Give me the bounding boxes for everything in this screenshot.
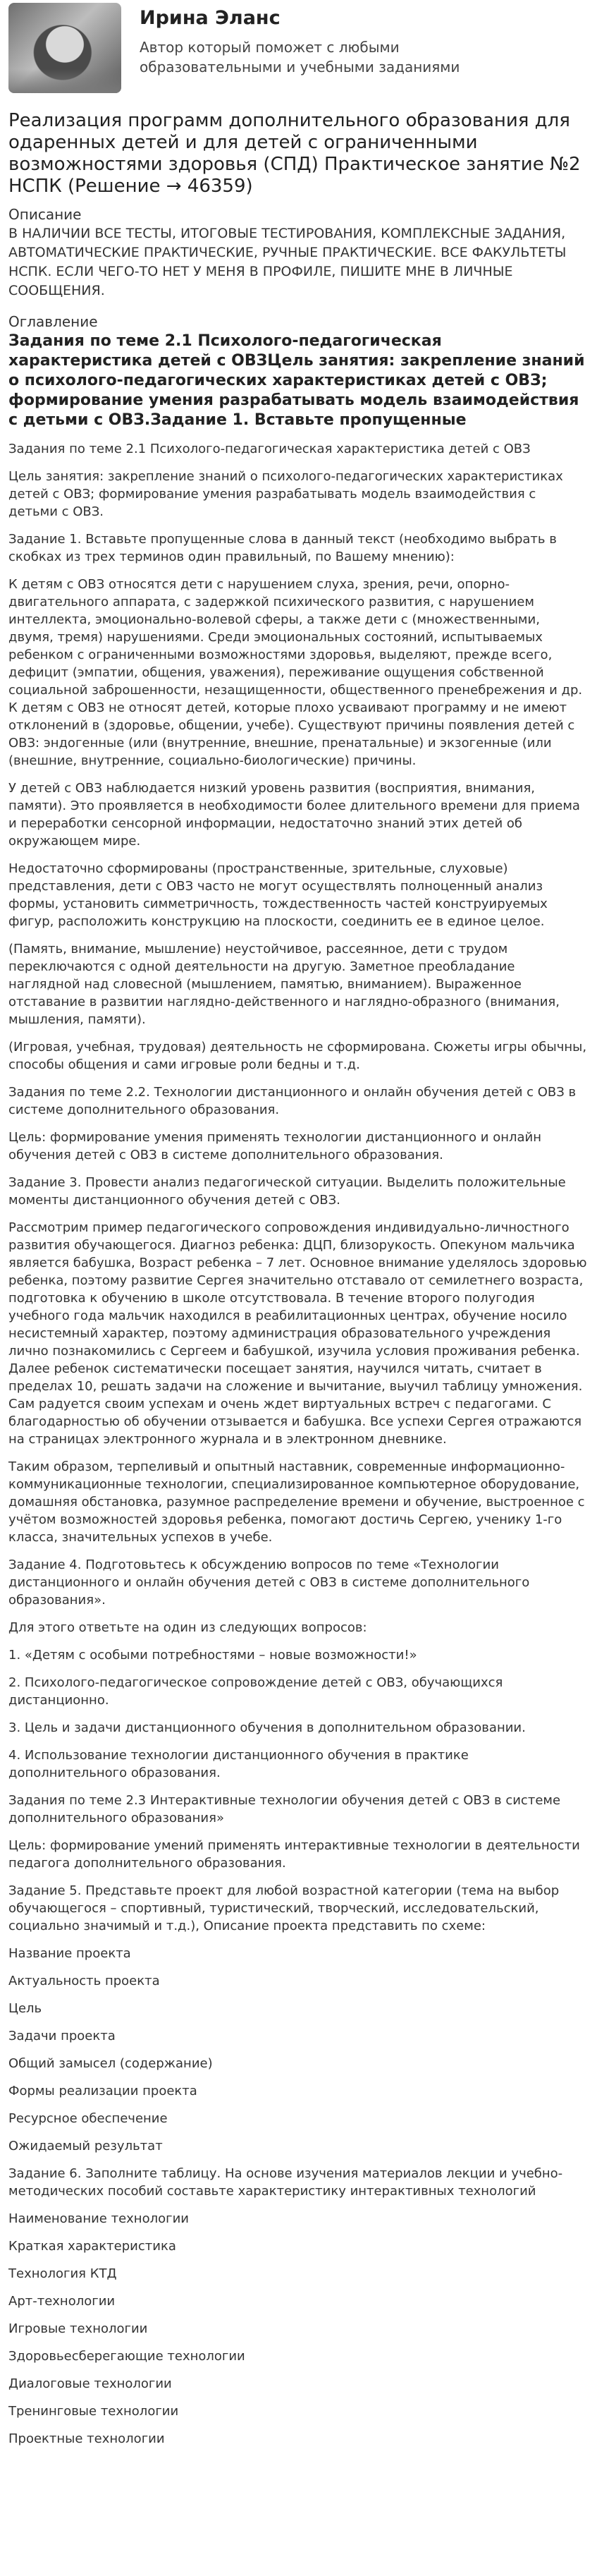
content-paragraph: Задание 3. Провести анализ педагогической ситуации. Выделить положительные моменты дистанционного обучения детей с ОВЗ. — [8, 1175, 566, 1208]
content-paragraph: Таким образом, терпеливый и опытный наставник, современные информационно-коммуникационные технологии, специализированное компьютерное оборудование, домашняя обстановка, разумное распределение времени и обучение, выстроенное с учётом возможностей здоровья ребенка, помогают достичь Сергею, ученику 1-го класса, значительных успехов в учебе. — [8, 1459, 585, 1545]
content-paragraph: Ресурсное обеспечение — [8, 2111, 168, 2126]
author-name[interactable]: Ирина Эланс — [140, 7, 281, 29]
content-paragraph: Название проекта — [8, 1946, 131, 1961]
content-paragraph: Актуальность проекта — [8, 1974, 160, 1988]
content-paragraph: Задания по теме 2.1 Психолого-педагогическая характеристика детей с ОВЗ — [8, 442, 531, 456]
content-paragraph: Задание 4. Подготовьтесь к обсуждению вопросов по теме «Технологии дистанционного и онлайн обучения детей с ОВЗ в системе дополнительного образования». — [8, 1557, 530, 1608]
content-paragraph: У детей с ОВЗ наблюдается низкий уровень развития (восприятия, внимания, памяти). Это проявляется в необходимости более длительного времени для приема и переработки сенсорной информации, недостаточно знаний этих детей об окружающем мире. — [8, 781, 580, 849]
content-paragraph: Недостаточно сформированы (пространственные, зрительные, слуховые) представления, дети с ОВЗ часто не могут осуществлять полноценный анализ формы, установить симметричность, тождественность частей конструируемых фигур, расположить конструкцию на плоскости, соединить ее в единое целое. — [8, 861, 548, 929]
content-paragraph: 1. «Детям с особыми потребностями – новые возможности!» — [8, 1648, 417, 1663]
content-paragraph: Задание 6. Заполните таблицу. На основе изучения материалов лекции и учебно-методических пособий составьте характеристику интерактивных технологий — [8, 2166, 563, 2199]
content-paragraph: К детям с ОВЗ относятся дети с нарушением слуха, зрения, речи, опорно-двигательного аппарата, с задержкой психического развития, с нарушением интеллекта, эмоционально-волевой сферы, а также дети с (множественными, двумя, тремя) нарушениями. Среди эмоциональных состояний, испытываемых ребенком с ограниченными возможностями здоровья, выделяют, прежде всего, дефицит (эмпатии, общения, уважения), переживание ощущения собственной социальной заброшенности, незащищенности, общественного пренебрежения и др. К детям с ОВЗ не относят детей, которые плохо усваивают программу и не имеют отклонений в (здоровье, общении, учебе). Существуют причины появления детей с ОВЗ: эндогенные (или (внутренние, внешние, пренатальные) и экзогенные (или (внешние, внутренние, социально-биологические) причины. — [8, 577, 583, 768]
content-paragraph: Наименование технологии — [8, 2211, 189, 2226]
content-paragraph: 4. Использование технологии дистанционного обучения в практике дополнительного образования. — [8, 1748, 469, 1780]
content-paragraph: Общий замысел (содержание) — [8, 2056, 213, 2071]
content-paragraph: Арт-технологии — [8, 2294, 116, 2309]
toc-heading[interactable]: Задания по теме 2.1 Психолого-педагогическая характеристика детей с ОВЗЦель занятия: закрепление знаний о психолого-педагогических характеристиках детей с ОВЗ; формирование умения разрабатывать модель взаимодействия с детьми с ОВЗ.Задание 1. Вставьте пропущенные — [8, 332, 585, 429]
content-paragraph: Задания по теме 2.2. Технологии дистанционного и онлайн обучения детей с ОВЗ в системе дополнительного образования. — [8, 1085, 577, 1117]
content-paragraph: Здоровьесберегающие технологии — [8, 2349, 245, 2364]
content-paragraph: Цель занятия: закрепление знаний о психолого-педагогических характеристиках детей с ОВЗ; формирование умения разрабатывать модель взаимодействия с детьми с ОВЗ. — [8, 469, 563, 519]
content-paragraph: Для этого ответьте на один из следующих вопросов: — [8, 1620, 367, 1635]
author-info — [140, 3, 534, 77]
content-paragraph: Формы реализации проекта — [8, 2084, 197, 2098]
toc-label: Оглавление — [8, 313, 98, 330]
content-paragraph: Цель: формирование умения применять технологии дистанционного и онлайн обучения детей с ОВЗ в системе дополнительного образования. — [8, 1130, 541, 1162]
content-paragraph: 3. Цель и задачи дистанционного обучения в дополнительном образовании. — [8, 1720, 526, 1735]
content-paragraph: Задание 1. Вставьте пропущенные слова в данный текст (необходимо выбрать в скобках из трех терминов один правильный, по Вашему мнению): — [8, 532, 557, 564]
content-paragraph: Ожидаемый результат — [8, 2139, 163, 2153]
content-paragraph: Задания по теме 2.3 Интерактивные технологии обучения детей с ОВЗ в системе дополнительного образования» — [8, 1793, 561, 1825]
content-paragraph: Проектные технологии — [8, 2431, 165, 2446]
content-paragraph: Краткая характеристика — [8, 2239, 176, 2254]
description-label: Описание — [8, 206, 82, 223]
content-paragraph: Рассмотрим пример педагогического сопровождения индивидуально-личностного развития обучающегося. Диагноз ребенка: ДЦП, близорукость. Опекуном мальчика является бабушка, Возраст ребенка – 7 лет. Основное внимание уделялось здоровью ребенка, поэтому развитие Сергея значительно отставало от семилетнего возраста, подготовка к обучению в школе отсутствовала. В течение второго полугодия учебного года мальчик находился в реабилитационных центрах, обучение носило несистемный характер, поэтому администрация образовательного учреждения лично познакомились с Сергеем и бабушкой, изучила условия проживания ребенка. Далее ребенок систематически посещает занятия, научился читать, считает в пределах 10, решать задачи на сложение и вычитание, выучил таблицу умножения. Сам радуется своим успехам и очень ждет виртуальных встреч с педагогами. С благодарностью об обучении отзывается и бабушка. Все успехи Сергея отражаются на страницах электронного журнала и в электронном дневнике. — [8, 1220, 587, 1447]
content-paragraph: (Игровая, учебная, трудовая) деятельность не сформирована. Сюжеты игры обычны, способы общения и сами игровые роли бедны и т.д. — [8, 1040, 587, 1072]
author-card — [8, 0, 589, 100]
content-paragraph: Задачи проекта — [8, 2029, 116, 2043]
author-description: Автор который поможет с любыми образовательными и учебными заданиями — [140, 39, 460, 75]
content-paragraph: Цель: формирование умений применять интерактивные технологии в деятельности педагога дополнительного образования. — [8, 1838, 580, 1871]
content-paragraph: Задание 5. Представьте проект для любой возрастной категории (тема на выбор обучающегося – спортивный, туристический, творческий, исследовательский, социально значимый и т.д.), Описание проекта представить по схеме: — [8, 1883, 560, 1933]
description-text: В НАЛИЧИИ ВСЕ ТЕСТЫ, ИТОГОВЫЕ ТЕСТИРОВАНИЯ, КОМПЛЕКСНЫЕ ЗАДАНИЯ, АВТОМАТИЧЕСКИЕ ПРАКТИЧЕСКИЕ, РУЧНЫЕ ПРАКТИЧЕСКИЕ. ВСЕ ФАКУЛЬТЕТЫ НСПК. ЕСЛИ ЧЕГО-ТО НЕТ У МЕНЯ В ПРОФИЛЕ, ПИШИТЕ МНЕ В ЛИЧНЫЕ СООБЩЕНИЯ. — [8, 226, 567, 298]
page-title: Реализация программ дополнительного образования для одаренных детей и для детей с ограниченными возможностями здоровья (СПД) Практическое занятие №2 НСПК (Решение → 46359) — [8, 110, 581, 197]
content-paragraph: 2. Психолого-педагогическое сопровождение детей с ОВЗ, обучающихся дистанционно. — [8, 1675, 503, 1708]
content-paragraph: Тренинговые технологии — [8, 2404, 179, 2419]
content-paragraph: Технология КТД — [8, 2266, 117, 2281]
content-paragraph: Игровые технологии — [8, 2321, 148, 2336]
content-paragraph: Цель — [8, 2001, 42, 2016]
content-paragraph: (Память, внимание, мышление) неустойчивое, рассеянное, дети с трудом переключаются с одной деятельности на другую. Заметное преобладание наглядной над словесной (мышлением, памятью, вниманием). Выраженное отставание в развитии наглядно-действенного и наглядно-образного (внимания, мышления, памяти). — [8, 942, 560, 1027]
author-avatar[interactable] — [8, 3, 121, 93]
content-body — [8, 440, 589, 2448]
content-paragraph: Диалоговые технологии — [8, 2376, 172, 2391]
